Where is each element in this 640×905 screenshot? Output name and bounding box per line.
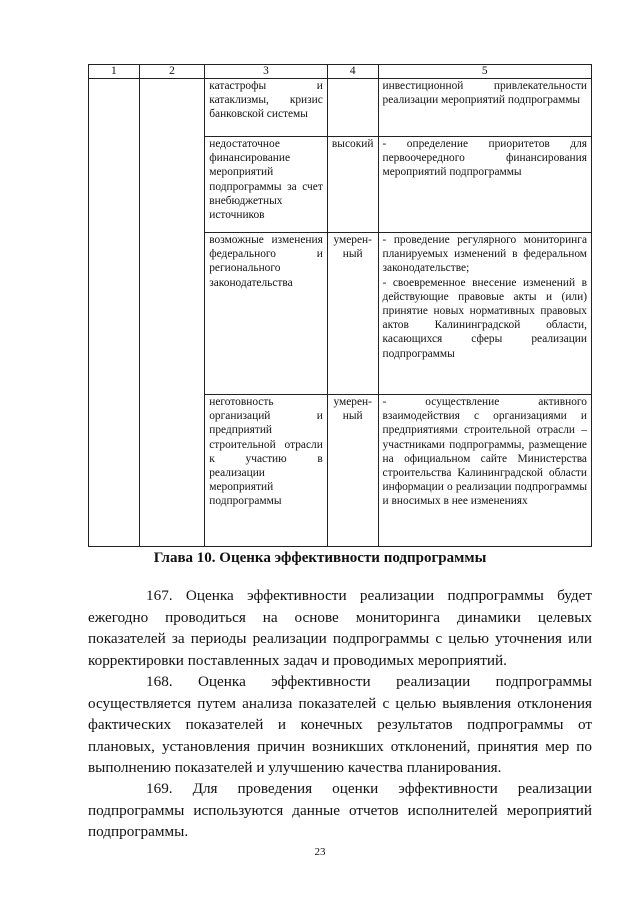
measures-cell: инвестиционной привлекательности реализации мероприятий подпрограммы xyxy=(378,79,591,137)
chapter-title: Глава 10. Оценка эффективности подпрограммы xyxy=(153,550,487,566)
table-header-row xyxy=(89,65,592,79)
measure-item: - своевременное внесение изменений в действующие правовые акты и (или) принятие новых нормативных правовых актов Калининградской области, касающихся сферы реализации подпрограммы xyxy=(382,276,587,360)
page-number: 23 xyxy=(314,846,326,858)
column-header: 1 xyxy=(89,65,140,79)
risk-cell: катастрофы и катаклизмы, кризис банковской системы xyxy=(205,79,328,137)
measures-cell: - осуществление активного взаимодействия с организациями и предприятиями строительной отрасли – участниками подпрограммы, размещение на официальном сайте Министерства строительства Калининградской области информации о реализации подпрограммы и вносимых в нее изменениях xyxy=(378,395,591,547)
measures-cell xyxy=(378,233,591,395)
risk-cell: недостаточное финансирование мероприятий подпрограммы за счет внебюджетных источников xyxy=(205,137,328,233)
table-row xyxy=(89,79,592,137)
measures-cell: - определение приоритетов для первоочередного финансирования мероприятий подпрограммы xyxy=(378,137,591,233)
paragraph-167: 167. Оценка эффективности реализации подпрограммы будет ежегодно проводиться на основе мониторинга динамики целевых показателей за периоды реализации подпрограммы с целью уточнения или корректировки поставленных задач и проводимых мероприятий. xyxy=(88,587,592,669)
measure-item: - проведение регулярного мониторинга планируемых изменений в федеральном законодательстве; xyxy=(382,234,587,275)
column-header: 4 xyxy=(327,65,378,79)
table-cell-empty xyxy=(89,79,140,547)
risk-level-cell: умерен-ный xyxy=(327,395,378,547)
column-header: 3 xyxy=(205,65,328,79)
column-header: 2 xyxy=(139,65,205,79)
risk-cell: неготовность организаций и предприятий строительной отрасли к участию в реализации мероприятий подпрограммы xyxy=(205,395,328,547)
risk-level-cell xyxy=(327,79,378,137)
risk-level-cell: умерен-ный xyxy=(327,233,378,395)
table-cell-empty xyxy=(139,79,205,547)
paragraph-169: 169. Для проведения оценки эффективности реализации подпрограммы используются данные отчетов исполнителей мероприятий подпрограммы. xyxy=(88,780,592,840)
risk-level-cell: высокий xyxy=(327,137,378,233)
paragraph-168: 168. Оценка эффективности реализации подпрограммы осуществляется путем анализа показателей с целью выявления отклонения фактических показателей и конечных результатов подпрограммы от плановых, установления причин возникших отклонений, принятия мер по выполнению показателей и улучшению качества планирования. xyxy=(88,673,592,776)
column-header: 5 xyxy=(378,65,591,79)
risk-cell: возможные изменения федерального и регионального законодательства xyxy=(205,233,328,395)
risk-table xyxy=(88,64,592,547)
